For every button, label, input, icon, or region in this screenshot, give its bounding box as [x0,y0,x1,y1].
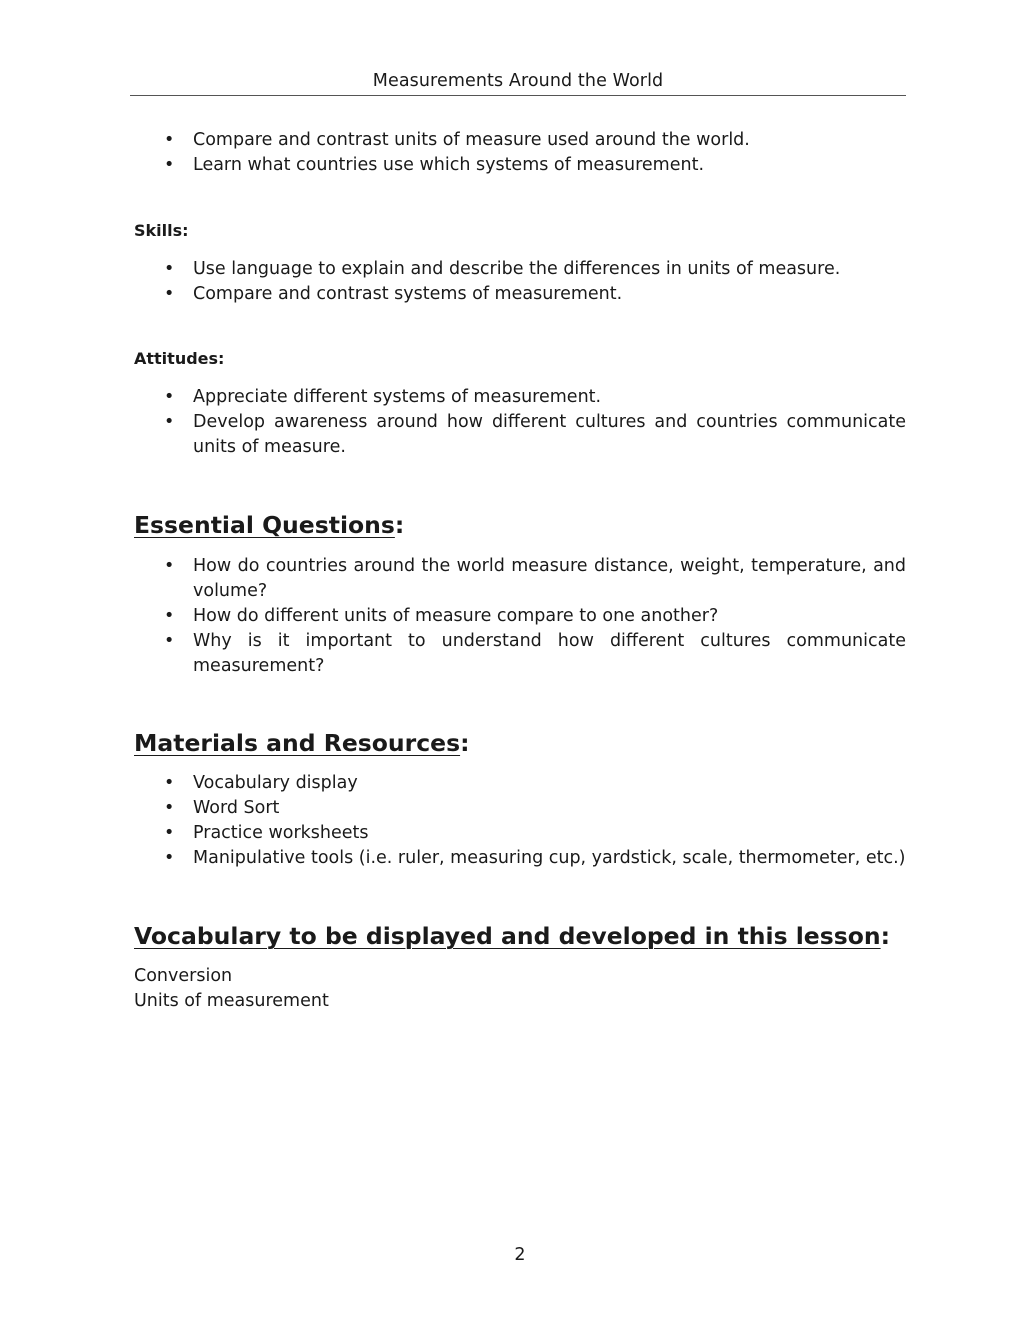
list-item [134,629,906,679]
list-item-text: Use language to explain and describe the differences in units of measure. [193,259,841,279]
list-item-text: Compare and contrast units of measure used around the world. [193,130,750,150]
vocabulary-list [134,964,906,1014]
page-number: 2 [514,1245,526,1265]
bullet-icon: • [164,606,175,626]
vocabulary-term: Units of measurement [134,991,329,1011]
list-item [134,796,906,821]
list-item-text: Why is it important to understand how different cultures communicate measurement? [193,631,906,676]
list-item [134,257,906,282]
essential-questions-list [134,554,906,679]
heading-colon: : [880,922,891,950]
bullet-icon: • [164,412,175,432]
materials-list-block [134,771,906,871]
bullet-icon: • [164,798,175,818]
list-item-text: Appreciate different systems of measurement. [193,387,602,407]
list-item [134,282,906,307]
bullet-icon: • [164,259,175,279]
materials-heading-text: Materials and Resources [134,729,461,757]
bullet-icon: • [164,155,175,175]
materials-list [134,771,906,871]
bullet-icon: • [164,130,175,150]
heading-colon: : [394,511,405,539]
list-item [134,128,906,153]
skills-list [134,257,906,307]
attitudes-list-block [134,385,906,460]
list-item-text: Manipulative tools (i.e. ruler, measuring cup, yardstick, scale, thermometer, etc.) [193,848,906,868]
list-item-text: How do countries around the world measure distance, weight, temperature, and volume? [193,556,906,601]
essential-questions-heading [134,510,906,540]
list-item [134,604,906,629]
vocabulary-heading [134,921,906,951]
list-item-text: Develop awareness around how different cultures and countries communicate units of measure. [193,412,906,457]
list-item-text: Compare and contrast systems of measurement. [193,284,623,304]
heading-colon: : [460,729,470,757]
list-item [134,554,906,604]
header-rule [130,95,906,96]
intro-list [134,128,906,178]
list-item-text: Word Sort [193,798,280,818]
bullet-icon: • [164,387,175,407]
bullet-icon: • [164,284,175,304]
list-item [134,410,906,460]
list-item [134,771,906,796]
bullet-icon: • [164,556,175,576]
bullet-icon: • [164,631,175,651]
list-item-text: How do different units of measure compare to one another? [193,606,719,626]
vocabulary-heading-text: Vocabulary to be displayed and developed in this lesson [134,922,881,950]
list-item [134,846,906,871]
skills-list-block [134,257,906,307]
list-item-text: Learn what countries use which systems of measurement. [193,155,705,175]
bullet-icon: • [164,823,175,843]
list-item-text: Vocabulary display [193,773,358,793]
list-item [134,153,906,178]
essential-questions-list-block [134,554,906,679]
skills-heading: Skills: [134,221,189,240]
bullet-icon: • [164,848,175,868]
essential-questions-heading-text: Essential Questions [134,511,395,539]
vocabulary-term: Conversion [134,966,233,986]
attitudes-list [134,385,906,460]
attitudes-heading: Attitudes: [134,349,225,368]
bullet-icon: • [164,773,175,793]
list-item [134,821,906,846]
materials-heading [134,728,906,758]
list-item-text: Practice worksheets [193,823,369,843]
list-item [134,385,906,410]
intro-list-block [134,128,906,178]
running-header: Measurements Around the World [372,71,664,91]
